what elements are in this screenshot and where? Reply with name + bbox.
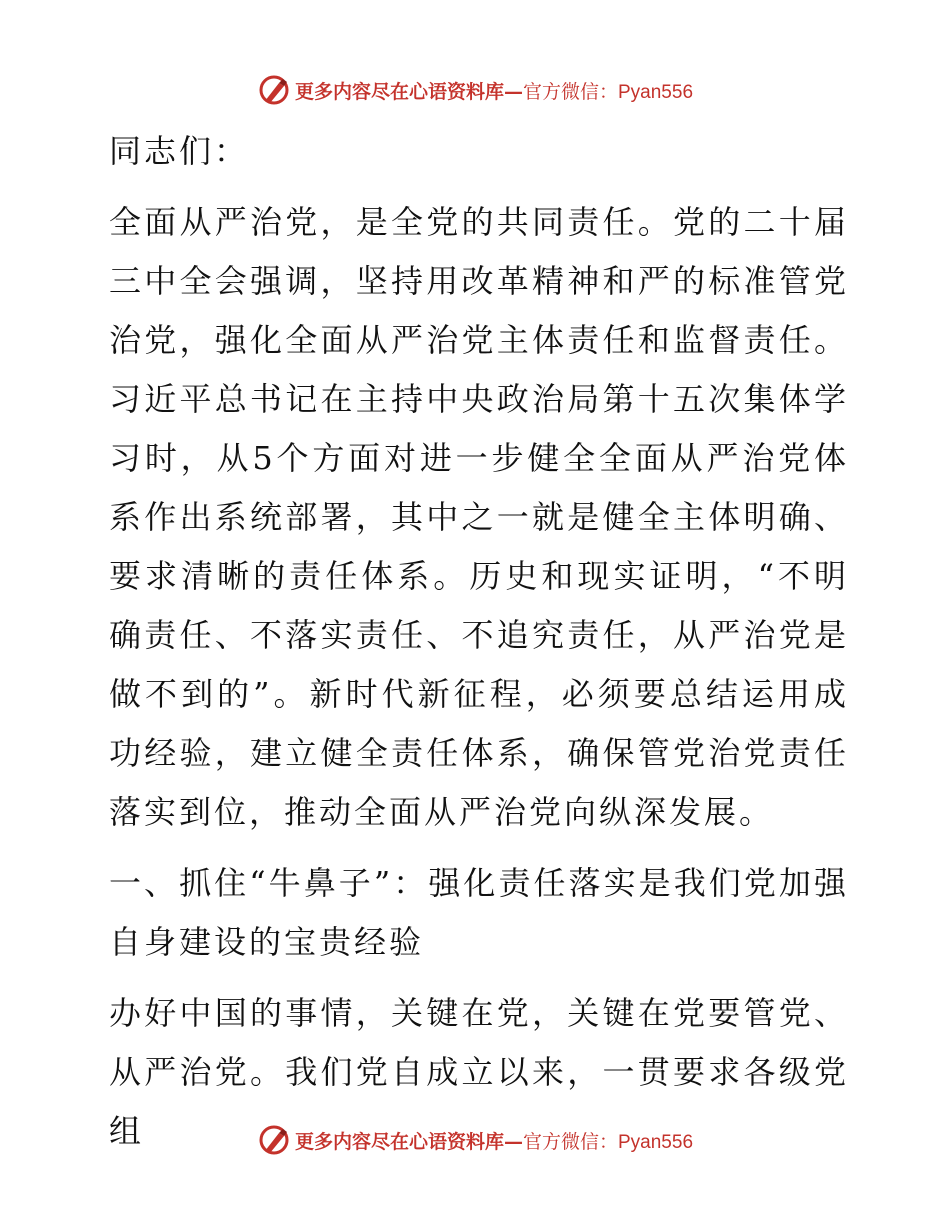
paragraph-1: 全面从严治党，是全党的共同责任。党的二十届三中全会强调，坚持用改革精神和严的标准管党治党，强化全面从严治党主体责任和监督责任。习近平总书记在主持中央政治局第十五次集体学习时，从5个方面对进一步健全全面从严治党体系作出系统部署，其中之一就是健全主体明确、要求清晰的责任体系。历史和现实证明，“不明确责任、不落实责任、不追究责任，从严治党是做不到的”。新时代新征程，必须要总结运用成功经验，建立健全责任体系，确保管党治党责任落实到位，推动全面从严治党向纵深发展。	[109, 203, 849, 831]
pen-circle-icon	[257, 73, 291, 107]
document-body	[97, 122, 849, 1161]
watermark-text: 更多内容尽在心语资料库—官方微信：Pyan556	[294, 1130, 694, 1153]
greeting: 同志们：	[109, 132, 250, 170]
section-heading-1: 一、抓住“牛鼻子”：强化责任落实是我们党加强自身建设的宝贵经验	[109, 864, 849, 961]
watermark-banner-top	[0, 70, 950, 110]
pen-circle-icon	[257, 1123, 291, 1157]
watermark-banner-bottom	[0, 1120, 950, 1160]
paragraph-2: 办好中国的事情，关键在党，关键在党要管党、从严治党。我们党自成立以来，一贯要求各级党组	[109, 994, 849, 1150]
watermark-text: 更多内容尽在心语资料库—官方微信：Pyan556	[294, 80, 694, 103]
